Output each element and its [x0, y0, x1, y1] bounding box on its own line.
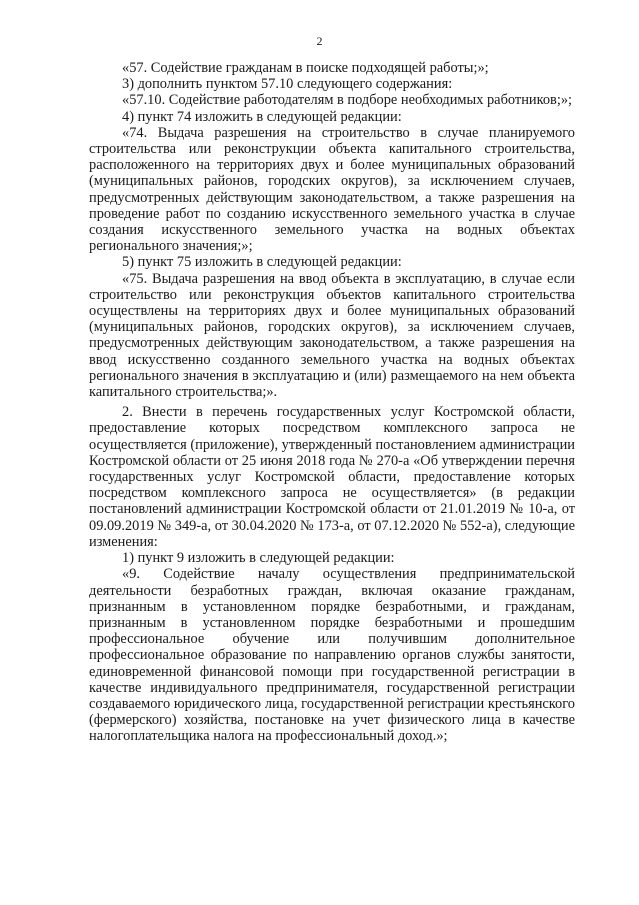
paragraph-amendment-3: 3) дополнить пунктом 57.10 следующего содержания: — [122, 76, 453, 93]
document-body — [89, 60, 575, 745]
page-number: 2 — [316, 34, 323, 48]
paragraph-amendment-1: 1) пункт 9 изложить в следующей редакции: — [122, 550, 395, 567]
paragraph-item-74: «74. Выдача разрешения на строительство в случае планируемого строительства или реконструкции объекта капитального строительства, расположенного на территориях двух и более муниципальных образований (муниципальных районов, городских округов), за исключением случаев, предусмотренных действующим законодательством, а также разрешения на проведение работ по созданию искусственного земельного участка в случае создания искусственного земельного участка на водных объектах регионального значения;»; — [89, 124, 575, 255]
paragraph-amendment-5: 5) пункт 75 изложить в следующей редакции: — [122, 254, 402, 271]
paragraph-item-75: «75. Выдача разрешения на ввод объекта в эксплуатацию, в случае если строительство или реконструкция объектов капитального строительства осуществлены на территориях двух и более муниципальных образований (муниципальных районов, городских округов), за исключением случаев, предусмотренных действующим законодательством, а также разрешения на ввод искусственно созданного земельного участка на водных объектах регионального значения в эксплуатацию и (или) размещаемого на нем объекта капитального строительства;». — [89, 270, 575, 401]
paragraph-section-2: 2. Внести в перечень государственных услуг Костромской области, предоставление которых посредством комплексного запроса не осуществляется (приложение), утвержденный постановлением администрации Костромской области от 25 июня 2018 года № 270-а «Об утверждении перечня государственных услуг Костромской области, предоставление которых посредством комплексного запроса не осуществляется» (в редакции постановлений администрации Костромской области от 21.01.2019 № 10-а, от 09.09.2019 № 349-а, от 30.04.2020 № 173-а, от 07.12.2020 № 552-а), следующие изменения: — [89, 404, 575, 550]
paragraph-item-57: «57. Содействие гражданам в поиске подходящей работы;»; — [122, 60, 489, 76]
paragraph-amendment-4: 4) пункт 74 изложить в следующей редакции: — [122, 108, 402, 125]
paragraph-item-57-10: «57.10. Содействие работодателям в подборе необходимых работников;»; — [122, 92, 573, 109]
paragraph-item-9: «9. Содействие началу осуществления предпринимательской деятельности безработных граждан, включая оказание гражданам, признанным в установленном порядке безработными, и гражданам, признанным в установленном порядке безработными и прошедшим профессиональное обучение или получившим дополнительное профессиональное образование по направлению органов службы занятости, единовременной финансовой помощи при государственной регистрации в качестве индивидуального предпринимателя, государственной регистрации создаваемого юридического лица, государственной регистрации крестьянского (фермерского) хозяйства, постановке на учет физического лица в качестве налогоплательщика налога на профессиональный доход.»; — [89, 566, 575, 745]
